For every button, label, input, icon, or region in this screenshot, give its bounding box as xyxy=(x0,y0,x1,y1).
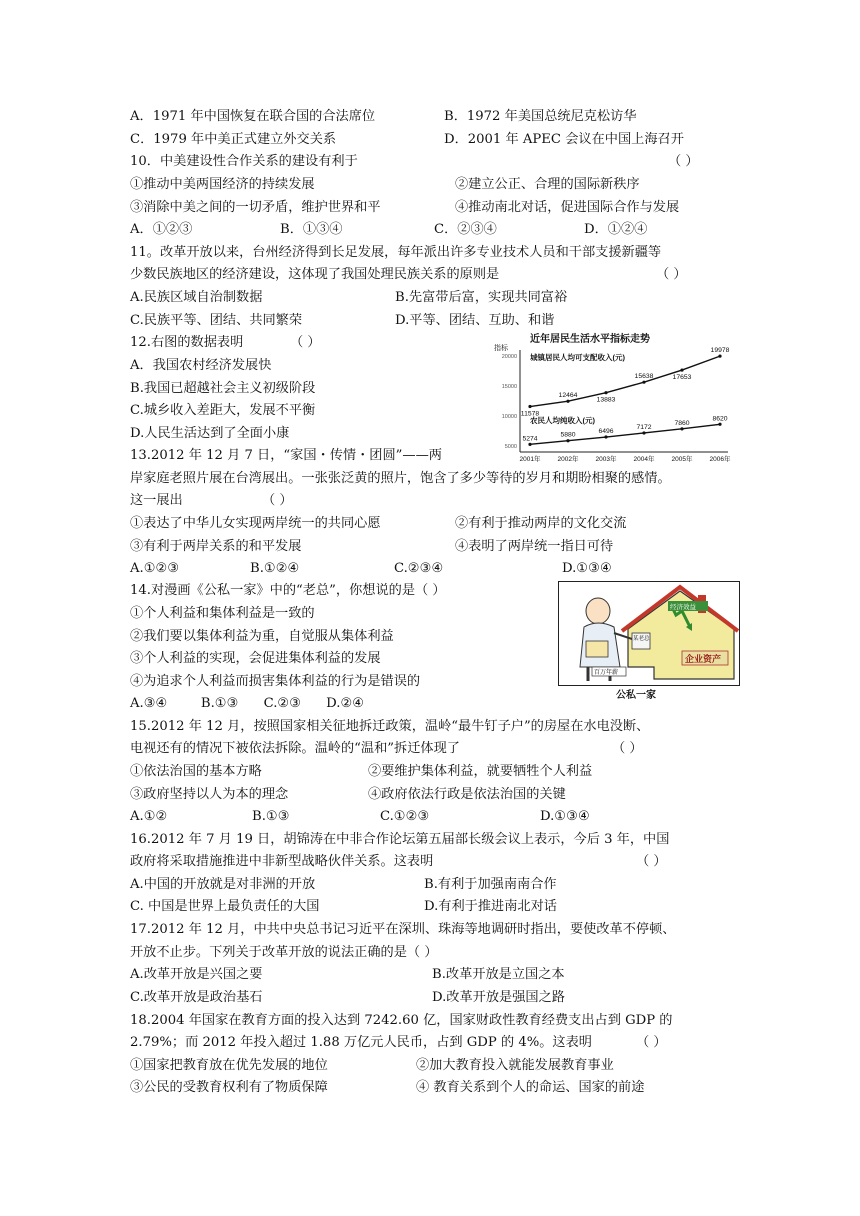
q18-statement-2: ②加大教育投入就能发展教育事业 xyxy=(416,1058,614,1073)
data-label: 7860 xyxy=(674,419,690,427)
q17-stem-line-2: 开放不止步。下列关于改革开放的说法正确的是（ ） xyxy=(130,945,438,960)
q17-option-d: D.改革开放是强国之路 xyxy=(432,990,565,1005)
q15-statement-4: ④政府依法行政是依法治国的关键 xyxy=(368,787,566,802)
roof-label: 经济效益 xyxy=(670,604,696,611)
q15-statement-1: ①依法治国的基本方略 xyxy=(130,764,262,779)
q17-option-a: A.改革开放是兴国之要 xyxy=(130,967,263,982)
q9-option-b: B．1972 年美国总统尼克松访华 xyxy=(444,109,637,124)
data-point xyxy=(566,439,569,442)
q12-answer-blank: （ ） xyxy=(290,335,321,350)
q18-stem-line-1: 18.2004 年国家在教育方面的投入达到 7242.60 亿，国家财政性教育经费支出占到 GDP 的 xyxy=(130,1013,673,1028)
cartoon-public-private-family xyxy=(558,581,740,703)
legend-urban-income: 城镇居民人均可支配收入(元) xyxy=(530,353,625,362)
x-tick-label: 2006年 xyxy=(709,456,731,463)
q10-stem: 10．中美建设性合作关系的建设有利于 xyxy=(130,154,358,169)
data-point xyxy=(718,423,721,426)
q13-answer-blank: （ ） xyxy=(262,493,293,508)
q14-options: A.③④ B.①③ C.②③ D.②④ xyxy=(130,696,365,711)
q12-option-c: C.城乡收入差距大，发展不平衡 xyxy=(130,403,316,418)
data-label: 17653 xyxy=(672,374,692,382)
q18-answer-blank: （ ） xyxy=(636,1035,667,1050)
q10-statement-2: ②建立公正、合理的国际新秩序 xyxy=(455,177,640,192)
q13-statement-1: ①表达了中华儿女实现两岸统一的共同心愿 xyxy=(130,516,381,531)
data-label: 5880 xyxy=(560,431,576,439)
q15-answer-blank: （ ） xyxy=(612,741,643,756)
q17-option-c: C.改革开放是政治基石 xyxy=(130,990,263,1005)
q14-stem: 14.对漫画《公私一家》中的“老总”，你想说的是（ ） xyxy=(130,583,446,598)
data-label: 15638 xyxy=(634,373,654,381)
q13-stem-line-1: 13.2012 年 12 月 7 日，“家国・传情・团圆”——两 xyxy=(130,448,442,463)
q10-statement-4: ④推动南北对话，促进国际合作与发展 xyxy=(455,200,680,215)
chart-title: 近年居民生活水平指标走势 xyxy=(530,334,650,345)
q12-option-b: B.我国已超越社会主义初级阶段 xyxy=(130,381,316,396)
q9-option-c: C．1979 年中美正式建立外交关系 xyxy=(130,132,337,147)
q13-stem-line-2: 岸家庭老照片展在台湾展出。一张张泛黄的照片，饱含了多少等待的岁月和期盼相聚的感情。 xyxy=(130,471,671,486)
q16-answer-blank: （ ） xyxy=(636,854,667,869)
data-label: 19978 xyxy=(710,347,730,355)
q18-statement-3: ③公民的受教育权利有了物质保障 xyxy=(130,1080,328,1095)
q16-option-b: B.有利于加强南南合作 xyxy=(424,877,557,892)
data-label: 13883 xyxy=(596,396,616,404)
data-point xyxy=(566,400,569,403)
q10-statement-1: ①推动中美两国经济的持续发展 xyxy=(130,177,315,192)
q13-option-d: D.①③④ xyxy=(562,561,612,576)
q12-option-d: D.人民生活达到了全面小康 xyxy=(130,426,290,441)
q15-stem-line-1: 15.2012 年 12 月，按照国家相关征地拆迁政策，温岭“最牛钉子户”的房屋在水电没断、 xyxy=(130,719,650,734)
q13-option-a: A.①②③ xyxy=(130,561,180,576)
q18-stem-line-2: 2.79%；而 2012 年投入超过 1.88 万亿元人民币，占到 GDP 的 4%。这表明 xyxy=(130,1035,592,1050)
q13-option-c: C.②③④ xyxy=(394,561,444,576)
q13-statement-4: ④表明了两岸统一指日可待 xyxy=(455,539,614,554)
q13-statement-2: ②有利于推动两岸的文化交流 xyxy=(455,516,627,531)
q14-statement-3: ③个人利益的实现，会促进集体利益的发展 xyxy=(130,651,381,666)
q13-statement-3: ③有利于两岸关系的和平发展 xyxy=(130,539,302,554)
x-tick-label: 2005年 xyxy=(671,456,693,463)
q18-statement-4: ④ 教育关系到个人的命运、国家的前途 xyxy=(416,1080,645,1095)
data-point xyxy=(642,381,645,384)
q14-statement-1: ①个人利益和集体利益是一致的 xyxy=(130,606,315,621)
q11-stem-line-1: 11。改革开放以来，台州经济得到长足发展，每年派出许多专业技术人员和干部支援新疆等 xyxy=(130,245,662,260)
q10-answer-blank: （ ） xyxy=(668,154,699,169)
q11-stem-line-2: 少数民族地区的经济建设，这体现了我国处理民族关系的原则是 xyxy=(130,267,500,282)
q10-option-b: B．①③④ xyxy=(280,222,343,237)
boss-head xyxy=(586,598,610,624)
q12-stem: 12.右图的数据表明 xyxy=(130,335,244,350)
q12-option-a: A．我国农村经济发展快 xyxy=(130,358,272,373)
q16-stem-line-2: 政府将采取措施推进中非新型战略伙伴关系。这表明 xyxy=(130,854,434,869)
data-point xyxy=(718,355,721,358)
boss-badge-label: 某老总 xyxy=(633,636,650,642)
data-point xyxy=(528,405,531,408)
wall-label: 企业资产 xyxy=(685,654,722,664)
x-tick-label: 2001年 xyxy=(519,456,541,463)
data-point xyxy=(680,368,683,371)
q9-option-a: A．1971 年中国恢复在联合国的合法席位 xyxy=(130,109,376,124)
q11-option-a: A.民族区域自治制数据 xyxy=(130,290,263,305)
data-label: 6496 xyxy=(598,428,614,436)
chart-y-ticks xyxy=(502,354,517,450)
y-tick-label: 15000 xyxy=(501,384,517,390)
q15-option-a: A.①② xyxy=(130,809,168,824)
q11-option-c: C.民族平等、团结、共同繁荣 xyxy=(130,313,303,328)
salary-label: 百万年薪 xyxy=(594,670,619,676)
x-tick-label: 2002年 xyxy=(557,456,579,463)
data-label: 5274 xyxy=(522,435,538,443)
q16-option-a: A.中国的开放就是对非洲的开放 xyxy=(130,877,316,892)
data-point xyxy=(680,427,683,430)
q17-option-b: B.改革开放是立国之本 xyxy=(432,967,565,982)
q16-option-c: C. 中国是世界上最负责任的大国 xyxy=(130,899,320,914)
q13-stem-line-3: 这一展出 xyxy=(130,493,183,508)
q11-option-d: D.平等、团结、互助、和谐 xyxy=(395,313,555,328)
q10-option-d: D．①②④ xyxy=(584,222,648,237)
q17-stem-line-1: 17.2012 年 12 月，中共中央总书记习近平在深圳、珠海等地调研时指出，要使改革不停顿、 xyxy=(130,922,676,937)
y-tick-label: 5000 xyxy=(504,444,517,450)
rural-income-line xyxy=(530,424,720,444)
q14-statement-2: ②我们要以集体利益为重，自觉服从集体利益 xyxy=(130,629,394,644)
x-tick-label: 2003年 xyxy=(595,456,617,463)
q13-option-b: B.①②④ xyxy=(250,561,300,576)
q11-option-b: B.先富带后富，实现共同富裕 xyxy=(395,290,568,305)
y-tick-label: 10000 xyxy=(501,414,517,420)
data-label: 12464 xyxy=(558,392,578,400)
legend-rural-income: 农民人均纯收入(元) xyxy=(530,416,595,425)
q15-option-b: B.①③ xyxy=(252,809,290,824)
data-label: 7172 xyxy=(636,423,652,431)
data-label: 8620 xyxy=(712,415,728,423)
data-point xyxy=(604,391,607,394)
x-tick-label: 2004年 xyxy=(633,456,655,463)
q15-option-c: C.①②③ xyxy=(380,809,430,824)
q11-answer-blank: （ ） xyxy=(656,267,687,282)
q18-statement-1: ①国家把教育放在优先发展的地位 xyxy=(130,1058,328,1073)
q15-statement-3: ③政府坚持以人为本的理念 xyxy=(130,787,289,802)
q15-option-d: D.①③④ xyxy=(540,809,590,824)
y-tick-label: 20000 xyxy=(501,354,517,360)
q10-option-a: A．①②③ xyxy=(130,222,193,237)
q15-statement-2: ②要维护集体利益，就要牺牲个人利益 xyxy=(368,764,593,779)
income-trend-chart xyxy=(490,328,736,470)
q14-statement-4: ④为追求个人利益而损害集体利益的行为是错误的 xyxy=(130,674,421,689)
q10-statement-3: ③消除中美之间的一切矛盾，维护世界和平 xyxy=(130,200,381,215)
data-label: 11578 xyxy=(520,410,540,418)
cartoon-caption: 公私一家 xyxy=(616,690,656,701)
q9-option-d: D．2001 年 APEC 会议在中国上海召开 xyxy=(444,132,684,147)
data-point xyxy=(528,443,531,446)
chart-x-ticks xyxy=(520,454,731,463)
q10-option-c: C．②③④ xyxy=(434,222,497,237)
q16-option-d: D.有利于推进南北对话 xyxy=(424,899,557,914)
q16-stem-line-1: 16.2012 年 7 月 19 日，胡锦涛在中非合作论坛第五届部长级会议上表示，今后 3 年，中国 xyxy=(130,832,670,847)
q15-stem-line-2: 电视还有的情况下被依法拆除。温岭的“温和”拆迁体现了 xyxy=(130,741,460,756)
chart-ylabel: 指标 xyxy=(494,345,508,352)
chart-series-lines xyxy=(528,355,721,446)
data-point xyxy=(604,435,607,438)
data-point xyxy=(642,431,645,434)
